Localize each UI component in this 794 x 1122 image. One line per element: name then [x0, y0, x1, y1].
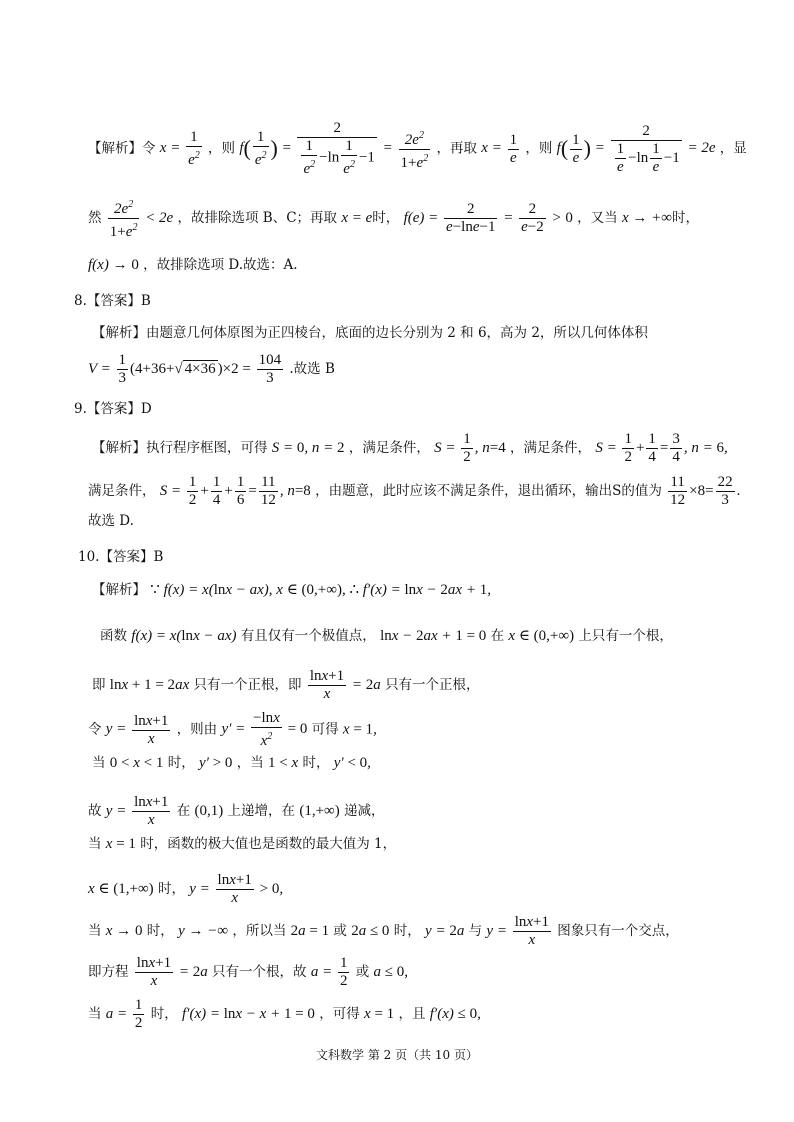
- q9-line-1: 【解析】执行程序框图，可得 S = 0, n = 2 ，满足条件， S = $\frac{1}{2}$ , n=4 ，满足条件， S = $\frac{1}{2}$ + $\frac{1}{4}$ = $\frac{3}{4}$ , n = 6,: [92, 431, 728, 465]
- q10-answer: 10.【答案】B: [78, 549, 164, 565]
- q10-line-10: 即方程 $\frac{\ln x+1}{x}$ = 2a 只有一个根，故 a = $\frac{1}{2}$ 或 a ≤ 0,: [88, 955, 409, 989]
- q9-line-2: 满足条件， S = $\frac{1}{2}$ + $\frac{1}{4}$ + $\frac{1}{6}$ = $\frac{11}{12}$ , n=8 ，由题意，此时应该不满足条件，退出循环，输出S的值为 $\frac{11}{12}$ ×8= $\frac{22}{3}$ .: [88, 474, 741, 508]
- q8-analysis: 【解析】由题意几何体原图为正四棱台，底面的边长分别为 2 和 6，高为 2，所以几何体体积: [92, 325, 648, 341]
- q10-line-4: 令 y = $\frac{\ln x+1}{x}$ ，则由 y′ = $\frac{-\ln x}{x^2}$ = 0 可得 x = 1,: [88, 710, 377, 749]
- q10-line-2: 函数 f(x) = x(lnx − ax) 有且仅有一个极值点， lnx − 2ax + 1 = 0 在 x ∈ (0,+∞) 上只有一个根，: [100, 628, 673, 644]
- q10-line-7: 当 x = 1 时，函数的极大值也是函数的最大值为 1，: [88, 836, 397, 852]
- q10-line-9: 当 x → 0 时， y → −∞ ，所以当 2a = 1 或 2a ≤ 0 时， y = 2a 与 y = $\frac{\ln x+1}{x}$ 图象只有一个交点，: [88, 914, 679, 948]
- q8-formula: V = $\frac{1}{3}$ (4+36+√ 4×36 )×2 = $\frac{104}{3}$ .故选 B: [88, 352, 335, 386]
- q7-line-1: 【解析】令 x = $\frac{1}{e^2}$ ，则 f( $\frac{1}{e^2}$ ) = 2 $\frac{1}{e^2}$ −ln $\frac{1}{e^2}$ −1 = $\frac{2e^2}{1+e^2}$ ，再取 x = $\frac{1}{e}$ ，则 f( $\frac{1}{e}$ ) = 2 $\frac{1}{e}$ −ln $\frac{1}{e}$ −1 = 2e ，显: [88, 120, 747, 177]
- page-footer: 文科数学 第 2 页（共 10 页）: [316, 1048, 478, 1062]
- q9-line-3: 故选 D.: [88, 513, 134, 529]
- q10-line-5: 当 0 < x < 1 时， y′ > 0 ，当 1 < x 时， y′ < 0,: [92, 755, 371, 771]
- q10-line-1: 【解析】 ∵ f(x) = x(lnx − ax), x ∈ (0,+∞), ∴ f′(x) = lnx − 2ax + 1,: [92, 582, 491, 598]
- q9-answer: 9.【答案】D: [74, 401, 152, 417]
- q8-answer: 8.【答案】B: [74, 293, 151, 309]
- q10-line-8: x ∈ (1,+∞) 时， y = $\frac{\ln x+1}{x}$ > 0,: [88, 872, 284, 906]
- q10-line-3: 即 lnx + 1 = 2ax 只有一个正根，即 $\frac{\ln x+1}{x}$ = 2a 只有一个正根，: [92, 668, 480, 702]
- q7-line-2: 然 $\frac{2e^2}{1+e^2}$ < 2e ，故排除选项 B、C；再取 x = e时， f(e) = $\frac{2}{e-\ln e-1}$ = $\frac{2}{e-2}$ > 0 ，又当 x → +∞时，: [88, 196, 738, 241]
- q10-line-11: 当 a = $\frac{1}{2}$ 时， f′(x) = lnx − x + 1 = 0 ，可得 x = 1 ，且 f′(x) ≤ 0,: [88, 997, 481, 1031]
- q10-line-6: 故 y = $\frac{\ln x+1}{x}$ 在 (0,1) 上递增，在 (1,+∞) 递减，: [88, 794, 385, 828]
- q7-line-3: f(x) → 0 ，故排除选项 D.故选：A.: [88, 257, 298, 273]
